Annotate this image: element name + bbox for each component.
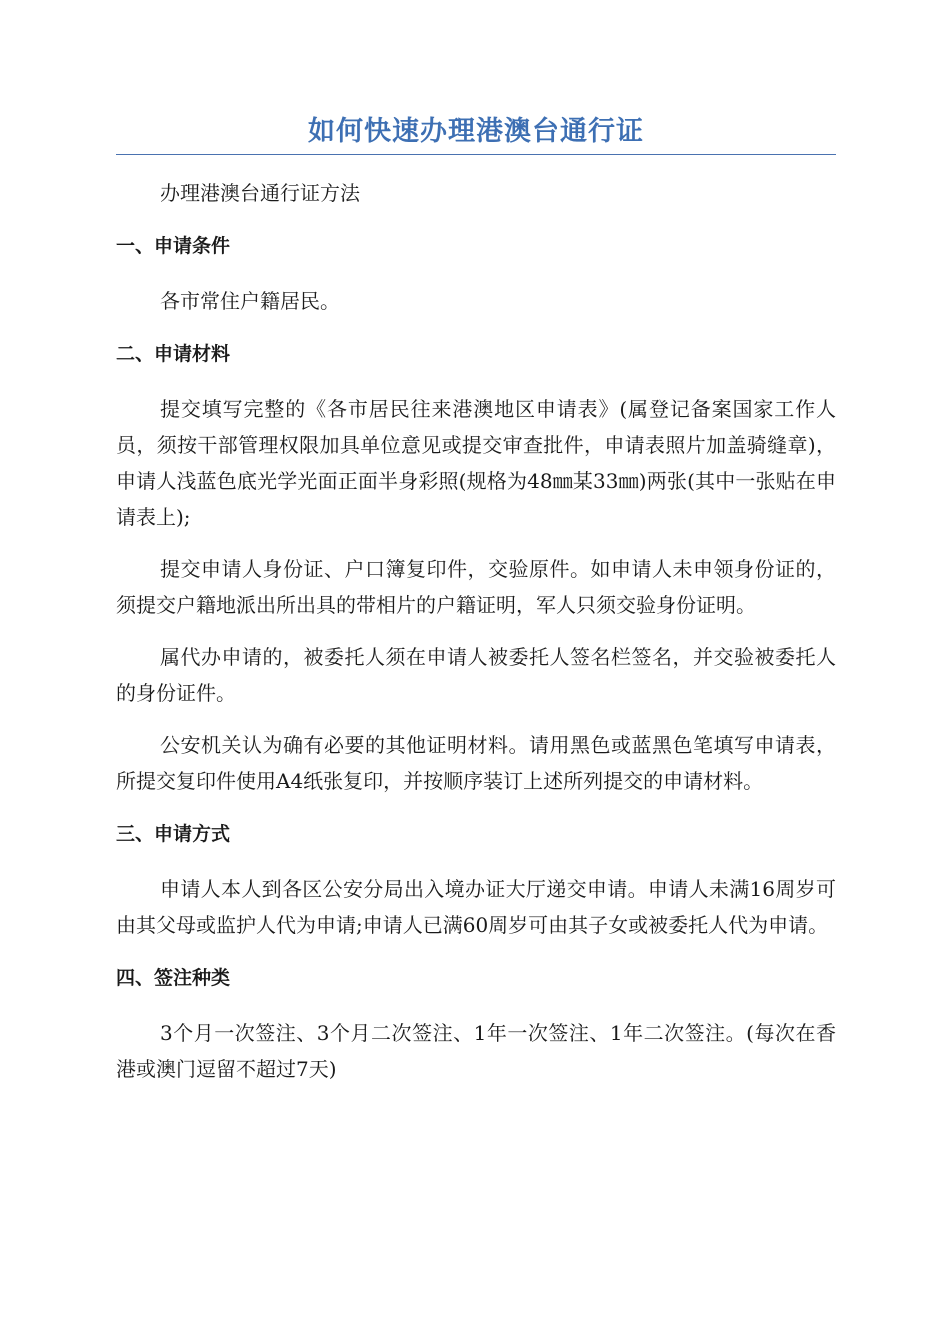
section-heading-materials: 二、申请材料 <box>116 343 231 365</box>
section-paragraph: 属代办申请的，被委托人须在申请人被委托人签名栏签名，并交验被委托人的身份证件。 <box>116 645 836 705</box>
section-heading-endorsement: 四、签注种类 <box>116 967 231 989</box>
section-paragraph: 3个月一次签注、3个月二次签注、1年一次签注、1年二次签注。(每次在香港或澳门逗留不超过7天) <box>116 1021 836 1081</box>
document-page <box>116 112 836 1087</box>
section-paragraph: 公安机关认为确有必要的其他证明材料。请用黑色或蓝黑色笔填写申请表，所提交复印件使用A4纸张复印，并按顺序装订上述所列提交的申请材料。 <box>116 733 836 793</box>
section-heading-conditions: 一、申请条件 <box>116 235 231 257</box>
section-paragraph: 提交填写完整的《各市居民往来港澳地区申请表》(属登记备案国家工作人员，须按干部管理权限加具单位意见或提交审查批件，申请表照片加盖骑缝章)，申请人浅蓝色底光学光面正面半身彩照(规格为48㎜某33㎜)两张(其中一张贴在申请表上); <box>116 397 836 529</box>
document-title: 如何快速办理港澳台通行证 <box>116 112 836 155</box>
section-paragraph: 各市常住户籍居民。 <box>160 289 340 313</box>
lead-paragraph: 办理港澳台通行证方法 <box>160 181 360 205</box>
section-paragraph: 提交申请人身份证、户口簿复印件，交验原件。如申请人未申领身份证的，须提交户籍地派出所出具的带相片的户籍证明，军人只须交验身份证明。 <box>116 557 836 617</box>
section-heading-method: 三、申请方式 <box>116 823 231 845</box>
section-paragraph: 申请人本人到各区公安分局出入境办证大厅递交申请。申请人未满16周岁可由其父母或监护人代为申请;申请人已满60周岁可由其子女或被委托人代为申请。 <box>116 877 836 937</box>
